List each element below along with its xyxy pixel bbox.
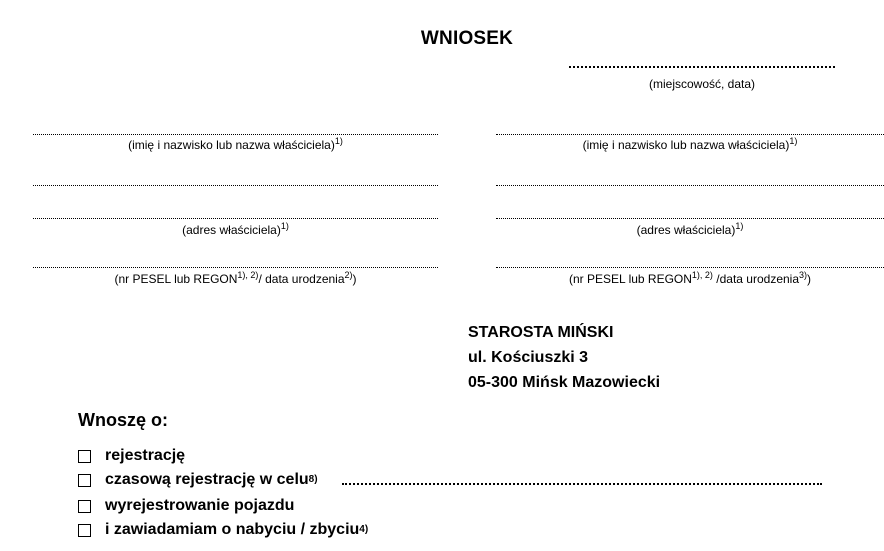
owner-name-caption-right: (imię i nazwisko lub nazwa właściciela)$^{1)}$ [582, 136, 798, 152]
checkbox[interactable] [78, 500, 91, 513]
owner-name-line2-left[interactable] [33, 185, 438, 186]
place-date-caption: (miejscowość, data) [648, 77, 756, 91]
addressee-street: ul. Kościuszki 3 [468, 349, 589, 366]
request-heading: Wnoszę o: [78, 410, 168, 430]
option-registration[interactable] [78, 447, 185, 465]
option-label: rejestrację [105, 447, 186, 464]
owner-address-field-right[interactable] [496, 218, 884, 219]
form-title: WNIOSEK [420, 28, 514, 49]
owner-name-field-left[interactable] [33, 134, 438, 135]
owner-name-caption-left: (imię i nazwisko lub nazwa właściciela)$^{1)}$ [128, 136, 343, 152]
owner-pesel-field-left[interactable] [33, 267, 438, 268]
addressee-block [468, 320, 660, 395]
checkbox[interactable] [78, 524, 91, 537]
option-label: czasową rejestrację w celu [105, 471, 309, 488]
option-deregistration[interactable] [78, 497, 294, 515]
owner-address-caption-right: (adres właściciela)$^{1)}$ [636, 221, 744, 237]
addressee-city: 05-300 Mińsk Mazowiecki [468, 374, 661, 391]
purpose-field[interactable] [342, 483, 822, 485]
owner-name-field-right[interactable] [496, 134, 884, 135]
owner-pesel-caption-right: (nr PESEL lub $REGON^{1), 2)}$ /data urodzenia$^{3)}$) [568, 270, 812, 286]
option-temporary-registration[interactable]: czasową rejestrację w celu 8) [78, 471, 318, 489]
owner-address-caption-left: (adres właściciela)$^{1)}$ [182, 221, 289, 237]
checkbox[interactable] [78, 450, 91, 463]
owner-pesel-caption-left: (nr PESEL lub $REGON^{1), 2)}/$ data urodzenia$^{2)}$) [114, 270, 357, 286]
addressee-title: STAROSTA MIŃSKI [468, 324, 614, 341]
option-label: wyrejestrowanie pojazdu [105, 497, 295, 514]
option-label: i zawiadamiam o nabyciu / zbyciu [105, 521, 360, 538]
option-acquisition-notice[interactable]: i zawiadamiam o nabyciu / zbyciu 4) [78, 521, 368, 539]
owner-pesel-field-right[interactable] [496, 267, 884, 268]
owner-name-line2-right[interactable] [496, 185, 884, 186]
owner-address-field-left[interactable] [33, 218, 438, 219]
checkbox[interactable] [78, 474, 91, 487]
place-date-field[interactable] [569, 56, 835, 68]
